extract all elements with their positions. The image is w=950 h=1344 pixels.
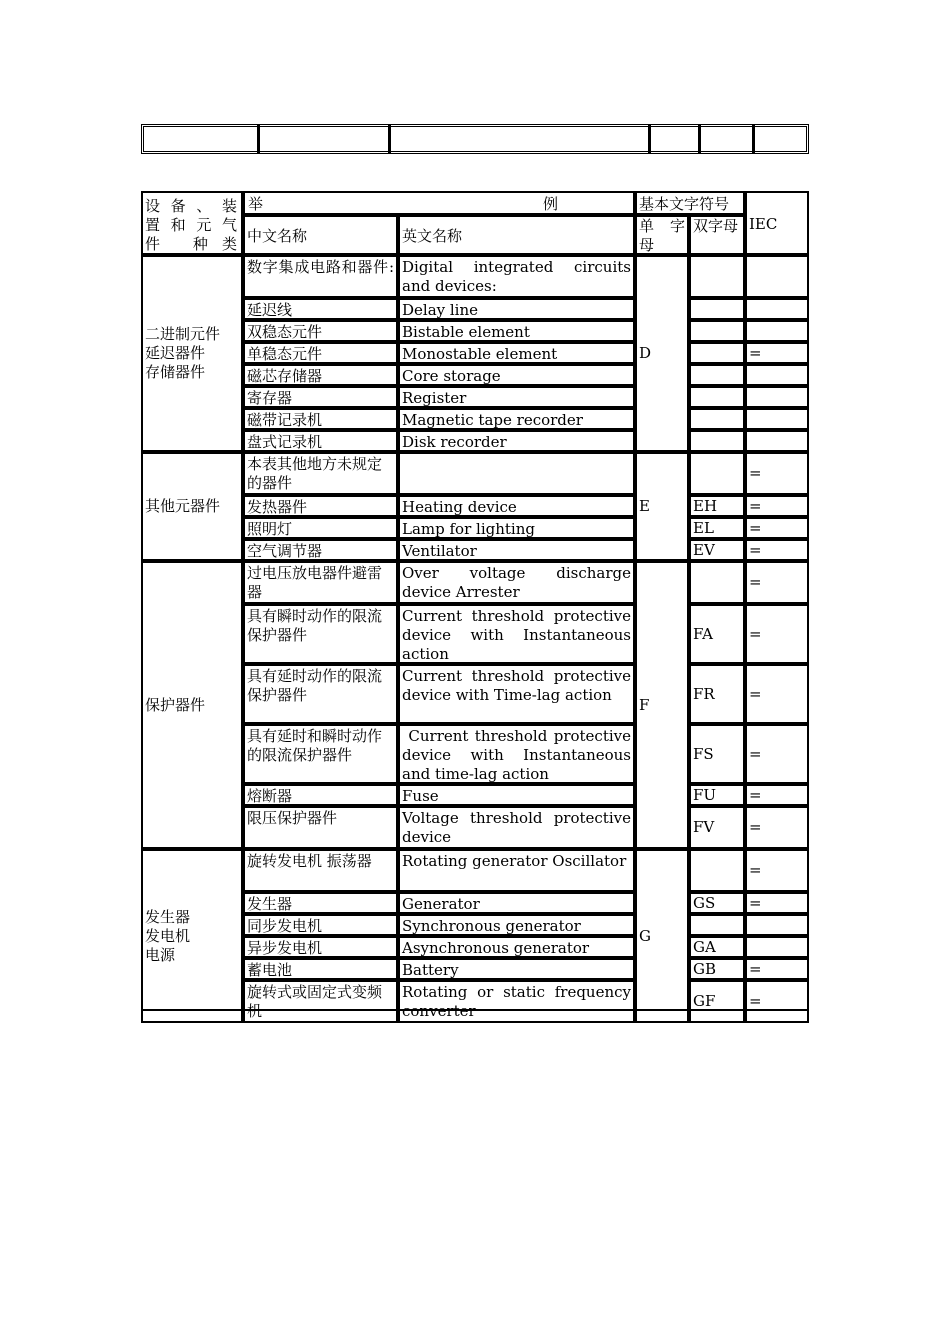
double-letter-cell [689, 364, 745, 386]
iec-cell [745, 364, 809, 386]
header-example: 举 [248, 195, 264, 213]
header-en-cell [398, 215, 635, 255]
cn-name-cell [243, 342, 398, 364]
en-name-cell [398, 364, 635, 386]
cn-name-cell [243, 724, 398, 784]
category-cell [141, 452, 243, 561]
double-letter: FR [693, 684, 715, 703]
iec-cell [745, 517, 809, 539]
cn-name-cell [243, 892, 398, 914]
en-name: Fuse [402, 787, 439, 805]
iec-cell [745, 936, 809, 958]
category-cell [141, 849, 243, 1023]
iec-cell [745, 664, 809, 724]
iec-value: = [749, 959, 762, 978]
en-name: Current threshold protective device with Time-lag action [402, 667, 636, 704]
double-letter-cell [689, 495, 745, 517]
iec-cell [745, 342, 809, 364]
header-iec: IEC [749, 215, 778, 233]
double-letter-cell [689, 849, 745, 892]
iec-value: = [749, 540, 762, 559]
iec-value: = [749, 785, 762, 804]
category-label [143, 908, 192, 965]
iec-cell [745, 892, 809, 914]
double-letter-cell [689, 892, 745, 914]
cn-name-cell [243, 914, 398, 936]
iec-value: = [749, 624, 762, 643]
en-name: Current threshold protective device with Instantaneous action [402, 607, 636, 663]
en-name: Synchronous generator [402, 917, 581, 935]
iec-value: = [749, 744, 762, 763]
iec-cell [745, 255, 809, 298]
iec-value: = [749, 818, 762, 836]
en-name: Current threshold protective device with Instantaneous and time-lag action [402, 727, 636, 783]
en-name: Asynchronous generator [402, 939, 590, 957]
cn-name-cell [243, 364, 398, 386]
en-name-cell [398, 958, 635, 980]
en-name: Ventilator [402, 542, 477, 560]
double-letter-cell [689, 958, 745, 980]
double-letter-cell [689, 452, 745, 495]
cn-name: 空气调节器 [247, 542, 323, 560]
double-letter-cell [689, 604, 745, 664]
empty-table-divider [388, 124, 391, 154]
en-name: Core storage [402, 367, 501, 385]
double-letter: FV [693, 818, 715, 836]
category-line: 其他元器件 [145, 497, 221, 515]
iec-cell [745, 539, 809, 561]
cn-name-cell [243, 980, 398, 1023]
cn-name: 过电压放电器件避雷器 [247, 564, 383, 601]
en-name: Monostable element [402, 345, 558, 363]
en-name: Magnetic tape recorder [402, 411, 583, 429]
en-name-cell [398, 517, 635, 539]
double-letter: GF [693, 992, 716, 1010]
double-letter: GS [693, 893, 716, 912]
en-name-cell [398, 320, 635, 342]
cn-name-cell [243, 495, 398, 517]
en-name-cell [398, 342, 635, 364]
cn-name: 寄存器 [247, 389, 293, 407]
iec-cell [745, 386, 809, 408]
header-category-cell [141, 191, 243, 255]
empty-table-divider [698, 124, 701, 154]
double-letter-cell [689, 255, 745, 298]
cn-name: 单稳态元件 [247, 345, 323, 363]
double-letter-cell [689, 980, 745, 1023]
iec-cell [745, 724, 809, 784]
double-letter-cell [689, 664, 745, 724]
iec-value: = [749, 496, 762, 515]
en-name: Disk recorder [402, 433, 507, 451]
double-letter: GA [693, 937, 716, 956]
category-line: 电源 [145, 945, 176, 964]
single-letter: F [639, 695, 650, 714]
single-letter: D [639, 344, 652, 362]
cn-name-cell [243, 806, 398, 849]
double-letter: FU [693, 785, 717, 804]
en-name-cell [398, 914, 635, 936]
en-name: Register [402, 389, 467, 407]
cn-name: 延迟线 [247, 301, 293, 319]
en-name: Digital integrated circuits and devices: [402, 258, 636, 295]
en-name-cell [398, 980, 635, 1023]
iec-cell [745, 914, 809, 936]
iec-cell [745, 980, 809, 1023]
cn-name-cell [243, 386, 398, 408]
cn-name-cell [243, 539, 398, 561]
iec-value: = [749, 464, 762, 482]
cn-name-cell [243, 936, 398, 958]
iec-cell [745, 430, 809, 452]
en-name-cell [398, 806, 635, 849]
single-letter-cell [635, 561, 689, 849]
cn-name: 磁带记录机 [247, 411, 323, 429]
iec-cell [745, 452, 809, 495]
double-letter: GB [693, 959, 717, 978]
cn-name-cell [243, 664, 398, 724]
empty-table-divider [257, 124, 260, 154]
header-example-char: 例 [543, 195, 559, 213]
cn-name: 同步发电机 [247, 917, 323, 935]
header-example-cell [243, 191, 635, 215]
en-name: Rotating or static frequency converter [402, 983, 636, 1020]
cn-name: 具有延时动作的限流保护器件 [247, 667, 383, 704]
cn-name: 本表其他地方未规定的器件 [247, 455, 383, 492]
cn-name: 盘式记录机 [247, 433, 323, 451]
iec-cell [745, 561, 809, 604]
cn-name: 熔断器 [247, 787, 293, 805]
iec-cell [745, 298, 809, 320]
double-letter-cell [689, 386, 745, 408]
category-cell [141, 255, 243, 452]
cn-name: 数字集成电路和器件: [247, 258, 394, 276]
double-letter-cell [689, 724, 745, 784]
double-letter: EV [693, 540, 715, 559]
cn-name: 旋转式或固定式变频机 [247, 983, 383, 1020]
en-name-cell [398, 430, 635, 452]
cn-name-cell [243, 430, 398, 452]
double-letter-cell [689, 430, 745, 452]
cn-name-cell [243, 517, 398, 539]
cn-name-cell [243, 255, 398, 298]
cn-name-cell [243, 452, 398, 495]
single-letter: E [639, 497, 650, 515]
cn-name: 异步发电机 [247, 939, 323, 957]
iec-value: = [749, 992, 762, 1010]
header-basic-symbol: 基本文字符号 [639, 195, 730, 213]
double-letter-cell [689, 408, 745, 430]
double-letter-cell [689, 561, 745, 604]
double-letter-cell [689, 298, 745, 320]
en-name: Generator [402, 895, 480, 913]
iec-value: = [749, 573, 762, 591]
iec-value: = [749, 893, 762, 912]
single-letter-cell [635, 849, 689, 1023]
en-name: Battery [402, 961, 459, 979]
double-letter: EL [693, 518, 714, 537]
cn-name-cell [243, 849, 398, 892]
cn-name: 照明灯 [247, 520, 293, 538]
header-iec-cell [745, 191, 809, 255]
single-letter-cell [635, 255, 689, 452]
header-single-letter: 单 字 母 [639, 217, 685, 254]
cn-name-cell [243, 604, 398, 664]
header-cn-cell [243, 215, 398, 255]
iec-cell [745, 320, 809, 342]
iec-cell [745, 784, 809, 806]
cn-name: 磁芯存储器 [247, 367, 323, 385]
iec-cell [745, 408, 809, 430]
en-name-cell [398, 452, 635, 495]
double-letter-cell [689, 342, 745, 364]
cn-name: 限压保护器件 [247, 809, 338, 827]
en-name-cell [398, 495, 635, 517]
cn-name-cell [243, 561, 398, 604]
header-basic-symbol-cell [635, 191, 745, 215]
cn-name: 具有延时和瞬时动作的限流保护器件 [247, 727, 383, 764]
double-letter-cell [689, 784, 745, 806]
en-name-cell [398, 255, 635, 298]
empty-table-divider [752, 124, 755, 154]
iec-cell [745, 849, 809, 892]
cn-name-cell [243, 298, 398, 320]
en-name-cell [398, 298, 635, 320]
cn-name: 蓄电池 [247, 961, 293, 979]
category-line: 存储器件 [145, 363, 206, 381]
en-name: Heating device [402, 498, 517, 516]
cn-name: 发热器件 [247, 498, 308, 516]
en-name: Lamp for lighting [402, 520, 535, 538]
header-en-name: 英文名称 [402, 227, 463, 245]
iec-value: = [749, 343, 762, 362]
iec-cell [745, 604, 809, 664]
cn-name-cell [243, 958, 398, 980]
en-name-cell [398, 539, 635, 561]
single-letter-cell [635, 452, 689, 561]
cn-name-cell [243, 320, 398, 342]
double-letter-cell [689, 806, 745, 849]
header-double-letter: 双字母 [693, 217, 739, 235]
en-name: Delay line [402, 301, 479, 319]
en-name-cell [398, 664, 635, 724]
en-name [400, 454, 633, 455]
en-name: Over voltage discharge device Arrester [402, 564, 636, 601]
header-single-cell [635, 215, 689, 255]
empty-table-divider [648, 124, 651, 154]
category-cell [141, 561, 243, 849]
en-name: Voltage threshold protective device [402, 809, 636, 846]
category-line: 二进制元件 [145, 325, 221, 343]
en-name: Bistable element [402, 323, 530, 341]
en-name-cell [398, 892, 635, 914]
en-name-cell [398, 936, 635, 958]
header-cn-name: 中文名称 [247, 227, 308, 245]
double-letter-cell [689, 539, 745, 561]
category-label [143, 325, 222, 382]
category-line: 保护器件 [145, 695, 206, 714]
iec-cell [745, 958, 809, 980]
iec-value: = [749, 684, 762, 703]
iec-cell [745, 495, 809, 517]
en-name-cell [398, 724, 635, 784]
double-letter-cell [689, 914, 745, 936]
en-name-cell [398, 604, 635, 664]
double-letter-cell [689, 936, 745, 958]
single-letter: G [639, 926, 651, 945]
double-letter: EH [693, 496, 718, 515]
en-name-cell [398, 408, 635, 430]
cn-name-cell [243, 784, 398, 806]
category-label [143, 497, 222, 516]
cn-name-cell [243, 408, 398, 430]
category-line: 延迟器件 [145, 344, 206, 362]
double-letter: FA [693, 624, 713, 643]
header-double-cell [689, 215, 745, 255]
category-line: 发生器 [145, 907, 191, 926]
en-name-cell [398, 561, 635, 604]
cn-name: 旋转发电机 振荡器 [247, 852, 372, 870]
en-name-cell [398, 784, 635, 806]
header-category: 设 备 、 装 置 和 元 气 件 种类 [145, 197, 239, 253]
en-name-cell [398, 849, 635, 892]
iec-value: = [749, 861, 762, 879]
category-label [143, 696, 207, 715]
empty-table [141, 124, 809, 154]
cn-name: 发生器 [247, 895, 293, 913]
double-letter: FS [693, 744, 714, 763]
en-name-cell [398, 386, 635, 408]
iec-cell [745, 806, 809, 849]
cn-name: 具有瞬时动作的限流保护器件 [247, 607, 383, 644]
en-name: Rotating generator Oscillator [402, 852, 627, 870]
double-letter-cell [689, 517, 745, 539]
iec-value: = [749, 518, 762, 537]
cn-name: 双稳态元件 [247, 323, 323, 341]
double-letter-cell [689, 320, 745, 342]
category-line: 发电机 [145, 926, 191, 945]
